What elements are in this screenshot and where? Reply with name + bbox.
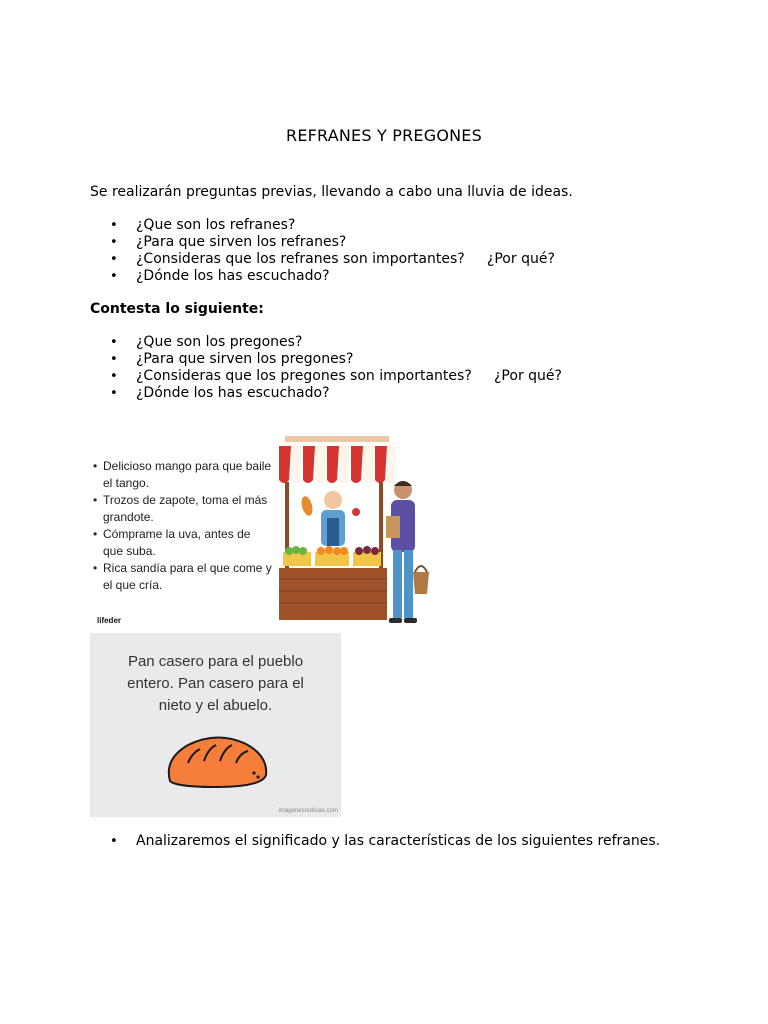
pregones-examples-list xyxy=(93,458,273,594)
list-item: • ¿Consideras que los pregones son importantes? ¿Por qué? xyxy=(110,368,562,385)
pregones-question-list xyxy=(110,334,562,402)
market-stall-icon xyxy=(269,432,432,632)
bread-icon xyxy=(162,731,270,793)
list-item: • ¿Dónde los has escuchado? xyxy=(110,385,562,402)
list-item: • ¿Que son los refranes? xyxy=(110,217,555,234)
pan-casero-image xyxy=(90,633,341,817)
section-heading: Contesta lo siguiente: xyxy=(90,301,264,317)
list-item: • ¿Para que sirven los refranes? xyxy=(110,234,555,251)
list-item: • ¿Consideras que los refranes son importantes? ¿Por qué? xyxy=(110,251,555,268)
refranes-question-list xyxy=(110,217,555,285)
list-item: • ¿Que son los pregones? xyxy=(110,334,562,351)
image-credit: imagenesnoticias.com xyxy=(278,808,338,814)
pan-casero-pregon: Pan casero para el pueblo entero. Pan casero para el nieto y el abuelo. xyxy=(127,653,304,714)
list-item: • Trozos de zapote, toma el más grandote. xyxy=(93,492,273,526)
analysis-list xyxy=(110,833,660,850)
pregones-illustration xyxy=(89,432,432,632)
list-item: • Delicioso mango para que baile el tango. xyxy=(93,458,273,492)
list-item: • ¿Para que sirven los pregones? xyxy=(110,351,562,368)
intro-paragraph: Se realizarán preguntas previas, llevando a cabo una lluvia de ideas. xyxy=(90,184,573,200)
list-item: • ¿Dónde los has escuchado? xyxy=(110,268,555,285)
lifeder-logo: lifeder xyxy=(97,616,122,625)
list-item: • Cómprame la uva, antes de que suba. xyxy=(93,526,273,560)
page-title: REFRANES Y PREGONES xyxy=(286,126,482,145)
list-item: • Rica sandía para el que come y el que cría. xyxy=(93,560,273,594)
list-item: • Analizaremos el significado y las características de los siguientes refranes. xyxy=(110,833,660,850)
